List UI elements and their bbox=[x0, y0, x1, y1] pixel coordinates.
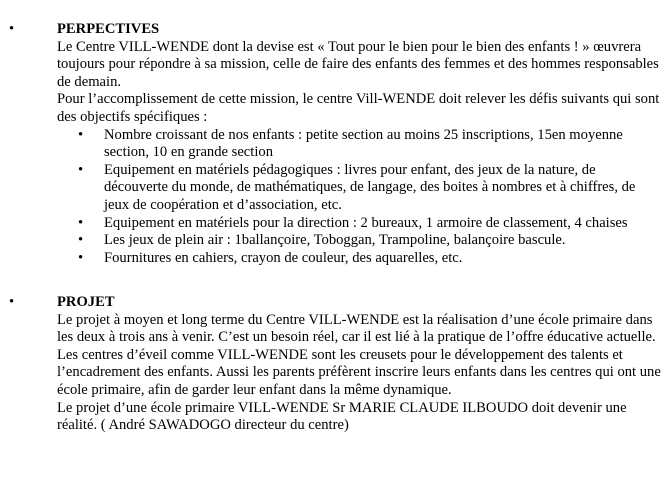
objective-text: Equipement en matériels pédagogiques : livres pour enfant, des jeux de la nature, de découverte du monde, de mathématiques, de langage, des boites à nombres et à chiffres, de jeux de coopération et d’association, etc. bbox=[104, 161, 636, 213]
objective-item bbox=[57, 250, 663, 268]
objective-item bbox=[57, 162, 663, 215]
list-bullet: • bbox=[78, 214, 84, 231]
objective-text: Nombre croissant de nos enfants : petite section au moins 25 inscriptions, 15en moyenne section, 10 en grande section bbox=[104, 126, 623, 161]
perspectives-content bbox=[57, 21, 663, 267]
list-bullet: • bbox=[78, 161, 84, 178]
projet-body: Le projet à moyen et long terme du Centre VILL-WENDE est la réalisation d’une école primaire dans les deux à trois ans à venir. C’est un besoin réel, car il est lié à la pratique de l’offre éducative actuelle. Les centres d’éveil comme VILL-WENDE sont les creusets pour le développement des talents et l’encadrement des enfants. Aussi les parents préfèrent inscrire leurs enfants dans les centres qui ont une école primaire, afin de garder leur enfant dans la même dynamique. bbox=[57, 311, 661, 398]
objective-item bbox=[57, 127, 663, 162]
perspectives-lead: Pour l’accomplissement de cette mission, le centre Vill-WENDE doit relever les défis suivants qui sont des objectifs spécifiques : bbox=[57, 91, 660, 125]
section-bullet: • bbox=[9, 21, 15, 37]
list-bullet: • bbox=[78, 249, 84, 266]
perspectives-intro: Le Centre VILL-WENDE dont la devise est « Tout pour le bien pour le bien des enfants ! » œuvrera toujours pour répondre à sa mission, celle de faire des enfants des femmes et des hommes responsables de demain. bbox=[57, 38, 659, 90]
perspectives-heading: PERPECTIVES bbox=[57, 21, 160, 37]
list-bullet: • bbox=[78, 126, 84, 143]
projet-content bbox=[57, 294, 663, 435]
objective-item bbox=[57, 232, 663, 250]
section-bullet: • bbox=[9, 294, 15, 310]
list-bullet: • bbox=[78, 232, 84, 249]
objective-text: Les jeux de plein air : 1ballançoire, Toboggan, Trampoline, balançoire bascule. bbox=[104, 232, 566, 249]
objective-text: Fournitures en cahiers, crayon de couleur, des aquarelles, etc. bbox=[104, 249, 463, 266]
objective-item bbox=[57, 215, 663, 233]
projet-closing: Le projet d’une école primaire VILL-WENDE Sr MARIE CLAUDE ILBOUDO doit devenir une réalité. ( André SAWADOGO directeur du centre) bbox=[57, 399, 627, 434]
objectives-list bbox=[57, 127, 663, 268]
objective-text: Equipement en matériels pour la direction : 2 bureaux, 1 armoire de classement, 4 chaises bbox=[104, 214, 628, 231]
projet-heading: PROJET bbox=[57, 294, 115, 310]
